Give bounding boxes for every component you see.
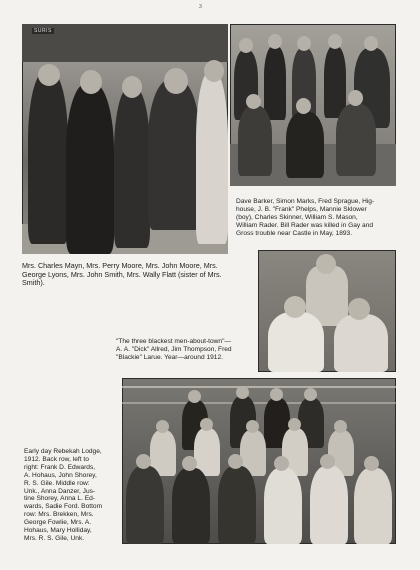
three-men-photo (258, 250, 396, 372)
rebekah-lodge-photo (122, 378, 396, 544)
page-number: 3 (199, 4, 202, 10)
men-group-photo (230, 24, 396, 186)
men-group-caption: Dave Barker, Simon Marks, Fred Sprague, Hig- house, J. B. "Frank" Phelps, Mannie Sklower (boy), Charles Skinner, William S. Mason, William Rader. Bill Rader was killed in Gay and Gross trouble near Castle in May, 1893. (236, 198, 375, 237)
storefront-sign: SURIS (34, 28, 52, 34)
three-men-caption: "The three blackest men-about-town"— A. A. "Dick" Allred, Jim Thompson, Fred "Blackie" Larue. Year—around 1912. (116, 338, 232, 361)
women-group-photo (22, 24, 228, 254)
rebekah-lodge-caption: Early day Rebekah Lodge, 1912. Back row, left to right: Frank D. Edwards, A. Hohaus, John Shorey, R. S. Gile. Middle row: Unk., Anna Danzer, Jus- tine Shorey, Anna L. Ed- wards, Sadie Ford. Bottom row: Mrs. Brekken, Mrs. George Fowlie, Mrs. A. Hohaus, Mary Holliday, Mrs. R. S. Gile, Unk. (24, 448, 103, 542)
women-group-caption: Mrs. Charles Mayn, Mrs. Perry Moore, Mrs. John Moore, Mrs. George Lyons, Mrs. John Smith, Mrs. Wally Flatt (sister of Mrs. Smith). (22, 261, 222, 288)
